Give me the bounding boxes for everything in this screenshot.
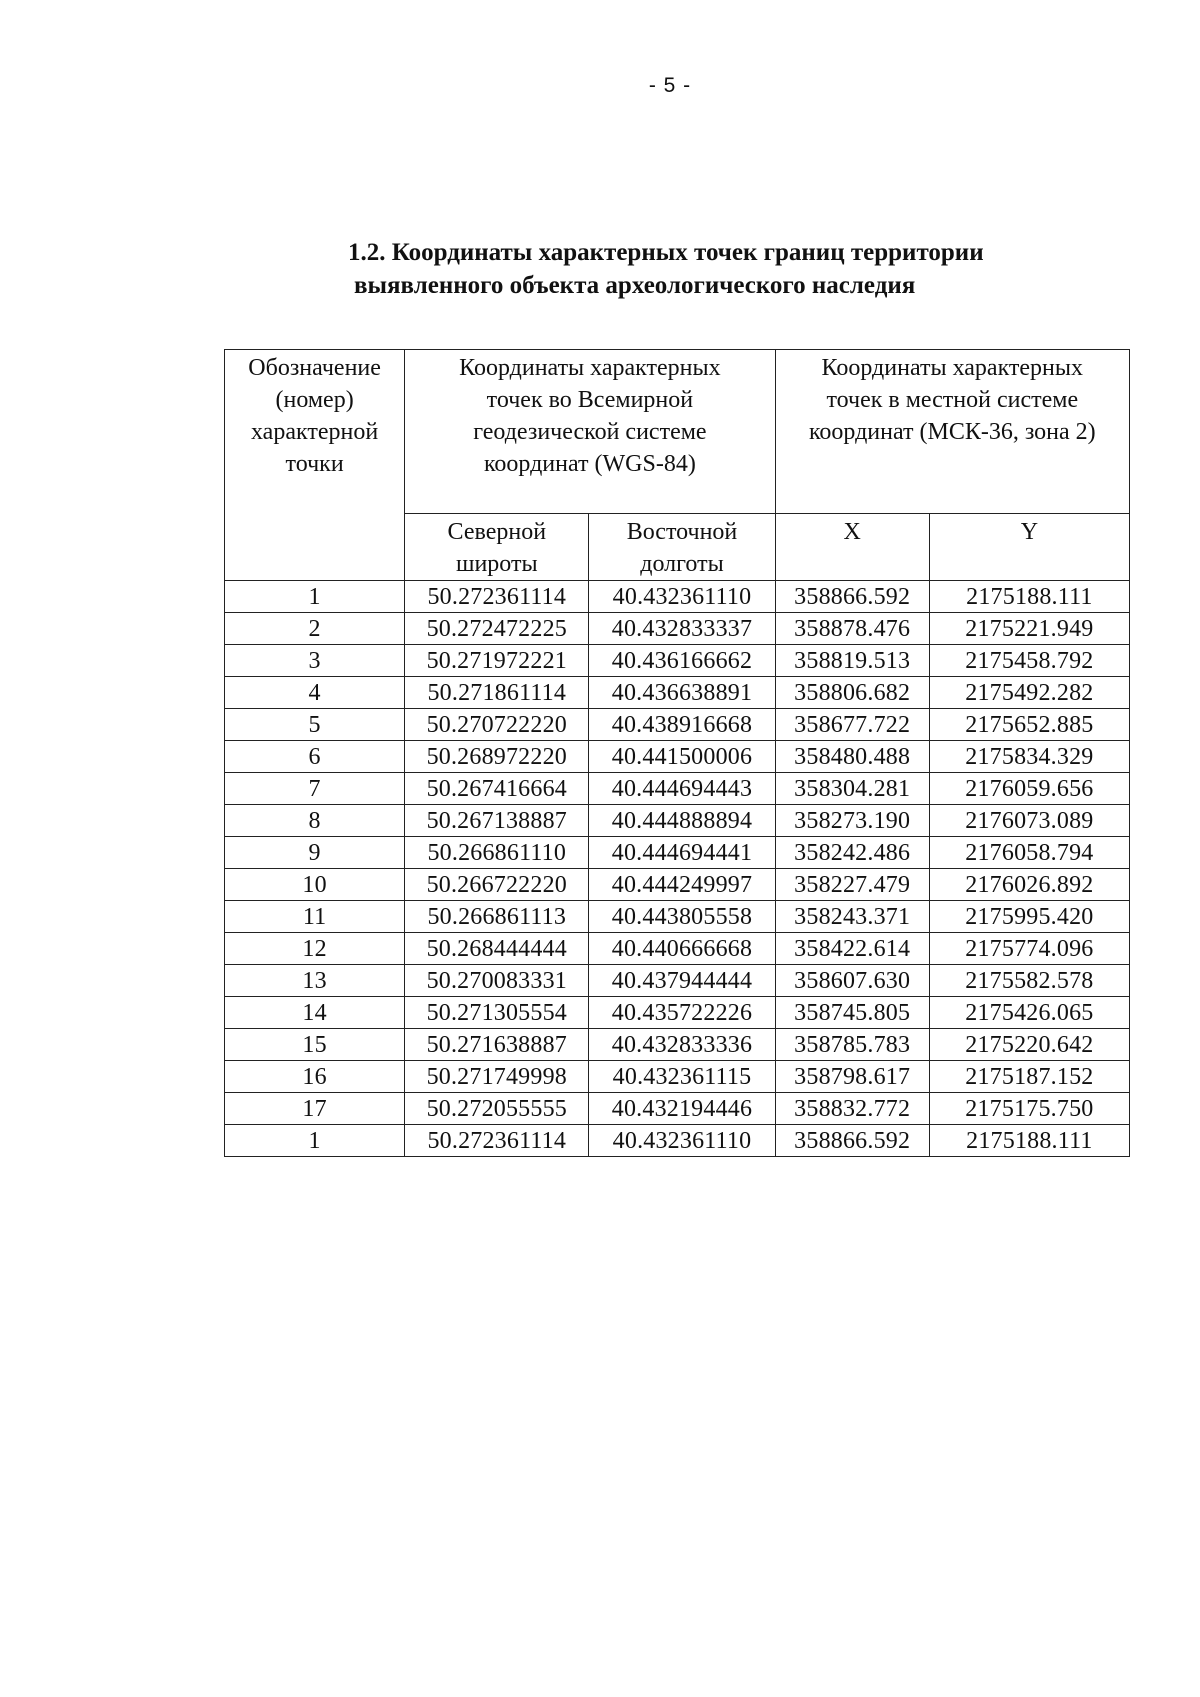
east-longitude-cell: 40.432361110 <box>589 581 775 613</box>
x-coordinate-cell: 358677.722 <box>775 709 929 741</box>
header-wgs84-group: Координаты характерных точек во Всемирной геодезической системе координат (WGS-84) <box>405 350 775 514</box>
table-row <box>225 1061 1130 1093</box>
table-row <box>225 1125 1130 1157</box>
east-longitude-cell: 40.443805558 <box>589 901 775 933</box>
table-row <box>225 965 1130 997</box>
east-longitude-cell: 40.441500006 <box>589 741 775 773</box>
east-longitude-cell: 40.432194446 <box>589 1093 775 1125</box>
x-coordinate-cell: 358819.513 <box>775 645 929 677</box>
y-coordinate-cell: 2175188.111 <box>929 581 1129 613</box>
x-coordinate-cell: 358227.479 <box>775 869 929 901</box>
east-longitude-cell: 40.444694441 <box>589 837 775 869</box>
table-row <box>225 901 1130 933</box>
page-number: - 5 - <box>648 74 692 97</box>
north-latitude-cell: 50.272361114 <box>405 1125 589 1157</box>
north-latitude-cell: 50.271749998 <box>405 1061 589 1093</box>
x-coordinate-cell: 358785.783 <box>775 1029 929 1061</box>
north-latitude-cell: 50.266722220 <box>405 869 589 901</box>
y-coordinate-cell: 2176026.892 <box>929 869 1129 901</box>
y-coordinate-cell: 2175220.642 <box>929 1029 1129 1061</box>
table-row <box>225 581 1130 613</box>
north-latitude-cell: 50.268444444 <box>405 933 589 965</box>
section-title <box>348 236 1168 302</box>
table-body <box>225 581 1130 1157</box>
east-longitude-cell: 40.435722226 <box>589 997 775 1029</box>
table-row <box>225 869 1130 901</box>
north-latitude-cell: 50.272361114 <box>405 581 589 613</box>
point-number-cell: 6 <box>225 741 405 773</box>
point-number-cell: 1 <box>225 581 405 613</box>
y-coordinate-cell: 2175458.792 <box>929 645 1129 677</box>
east-longitude-cell: 40.444694443 <box>589 773 775 805</box>
north-latitude-cell: 50.266861110 <box>405 837 589 869</box>
x-coordinate-cell: 358422.614 <box>775 933 929 965</box>
table-row <box>225 645 1130 677</box>
point-number-cell: 17 <box>225 1093 405 1125</box>
x-coordinate-cell: 358798.617 <box>775 1061 929 1093</box>
y-coordinate-cell: 2175995.420 <box>929 901 1129 933</box>
table-row <box>225 741 1130 773</box>
north-latitude-cell: 50.271972221 <box>405 645 589 677</box>
header-y: Y <box>929 514 1129 581</box>
table-row <box>225 677 1130 709</box>
north-latitude-cell: 50.271861114 <box>405 677 589 709</box>
north-latitude-cell: 50.267138887 <box>405 805 589 837</box>
y-coordinate-cell: 2175492.282 <box>929 677 1129 709</box>
table-row <box>225 773 1130 805</box>
point-number-cell: 1 <box>225 1125 405 1157</box>
point-number-cell: 3 <box>225 645 405 677</box>
east-longitude-cell: 40.432361110 <box>589 1125 775 1157</box>
east-longitude-cell: 40.444888894 <box>589 805 775 837</box>
east-longitude-cell: 40.432833336 <box>589 1029 775 1061</box>
table-row <box>225 613 1130 645</box>
y-coordinate-cell: 2175834.329 <box>929 741 1129 773</box>
x-coordinate-cell: 358806.682 <box>775 677 929 709</box>
x-coordinate-cell: 358480.488 <box>775 741 929 773</box>
point-number-cell: 14 <box>225 997 405 1029</box>
point-number-cell: 13 <box>225 965 405 997</box>
y-coordinate-cell: 2175652.885 <box>929 709 1129 741</box>
north-latitude-cell: 50.271305554 <box>405 997 589 1029</box>
y-coordinate-cell: 2176058.794 <box>929 837 1129 869</box>
x-coordinate-cell: 358607.630 <box>775 965 929 997</box>
east-longitude-cell: 40.438916668 <box>589 709 775 741</box>
point-number-cell: 7 <box>225 773 405 805</box>
y-coordinate-cell: 2175426.065 <box>929 997 1129 1029</box>
y-coordinate-cell: 2175582.578 <box>929 965 1129 997</box>
point-number-cell: 12 <box>225 933 405 965</box>
table-row <box>225 709 1130 741</box>
x-coordinate-cell: 358242.486 <box>775 837 929 869</box>
section-title-line-1: 1.2. Координаты характерных точек границ территории <box>348 239 984 266</box>
x-coordinate-cell: 358866.592 <box>775 1125 929 1157</box>
east-longitude-cell: 40.436166662 <box>589 645 775 677</box>
east-longitude-cell: 40.437944444 <box>589 965 775 997</box>
north-latitude-cell: 50.266861113 <box>405 901 589 933</box>
y-coordinate-cell: 2176073.089 <box>929 805 1129 837</box>
point-number-cell: 15 <box>225 1029 405 1061</box>
point-number-cell: 5 <box>225 709 405 741</box>
point-number-cell: 4 <box>225 677 405 709</box>
header-east-longitude: Восточной долготы <box>589 514 775 581</box>
x-coordinate-cell: 358273.190 <box>775 805 929 837</box>
point-number-cell: 16 <box>225 1061 405 1093</box>
x-coordinate-cell: 358832.772 <box>775 1093 929 1125</box>
coordinates-table <box>224 349 1130 1157</box>
east-longitude-cell: 40.432833337 <box>589 613 775 645</box>
table-row <box>225 837 1130 869</box>
section-title-line-2: выявленного объекта археологического наследия <box>354 272 916 299</box>
x-coordinate-cell: 358878.476 <box>775 613 929 645</box>
x-coordinate-cell: 358745.805 <box>775 997 929 1029</box>
north-latitude-cell: 50.270722220 <box>405 709 589 741</box>
x-coordinate-cell: 358866.592 <box>775 581 929 613</box>
north-latitude-cell: 50.267416664 <box>405 773 589 805</box>
east-longitude-cell: 40.432361115 <box>589 1061 775 1093</box>
east-longitude-cell: 40.444249997 <box>589 869 775 901</box>
y-coordinate-cell: 2175188.111 <box>929 1125 1129 1157</box>
y-coordinate-cell: 2175175.750 <box>929 1093 1129 1125</box>
header-msk-group: Координаты характерных точек в местной системе координат (МСК-36, зона 2) <box>775 350 1129 514</box>
x-coordinate-cell: 358243.371 <box>775 901 929 933</box>
north-latitude-cell: 50.272055555 <box>405 1093 589 1125</box>
y-coordinate-cell: 2175221.949 <box>929 613 1129 645</box>
table-header <box>225 350 1130 581</box>
header-x: X <box>775 514 929 581</box>
table-row <box>225 933 1130 965</box>
point-number-cell: 10 <box>225 869 405 901</box>
y-coordinate-cell: 2175187.152 <box>929 1061 1129 1093</box>
table-row <box>225 1093 1130 1125</box>
point-number-cell: 11 <box>225 901 405 933</box>
header-point-designation: Обозначение (номер) характерной точки <box>225 350 405 581</box>
y-coordinate-cell: 2175774.096 <box>929 933 1129 965</box>
table-row <box>225 805 1130 837</box>
point-number-cell: 2 <box>225 613 405 645</box>
y-coordinate-cell: 2176059.656 <box>929 773 1129 805</box>
point-number-cell: 8 <box>225 805 405 837</box>
east-longitude-cell: 40.436638891 <box>589 677 775 709</box>
north-latitude-cell: 50.270083331 <box>405 965 589 997</box>
x-coordinate-cell: 358304.281 <box>775 773 929 805</box>
header-north-latitude: Северной широты <box>405 514 589 581</box>
table-row <box>225 1029 1130 1061</box>
north-latitude-cell: 50.271638887 <box>405 1029 589 1061</box>
point-number-cell: 9 <box>225 837 405 869</box>
north-latitude-cell: 50.272472225 <box>405 613 589 645</box>
table-row <box>225 997 1130 1029</box>
east-longitude-cell: 40.440666668 <box>589 933 775 965</box>
north-latitude-cell: 50.268972220 <box>405 741 589 773</box>
